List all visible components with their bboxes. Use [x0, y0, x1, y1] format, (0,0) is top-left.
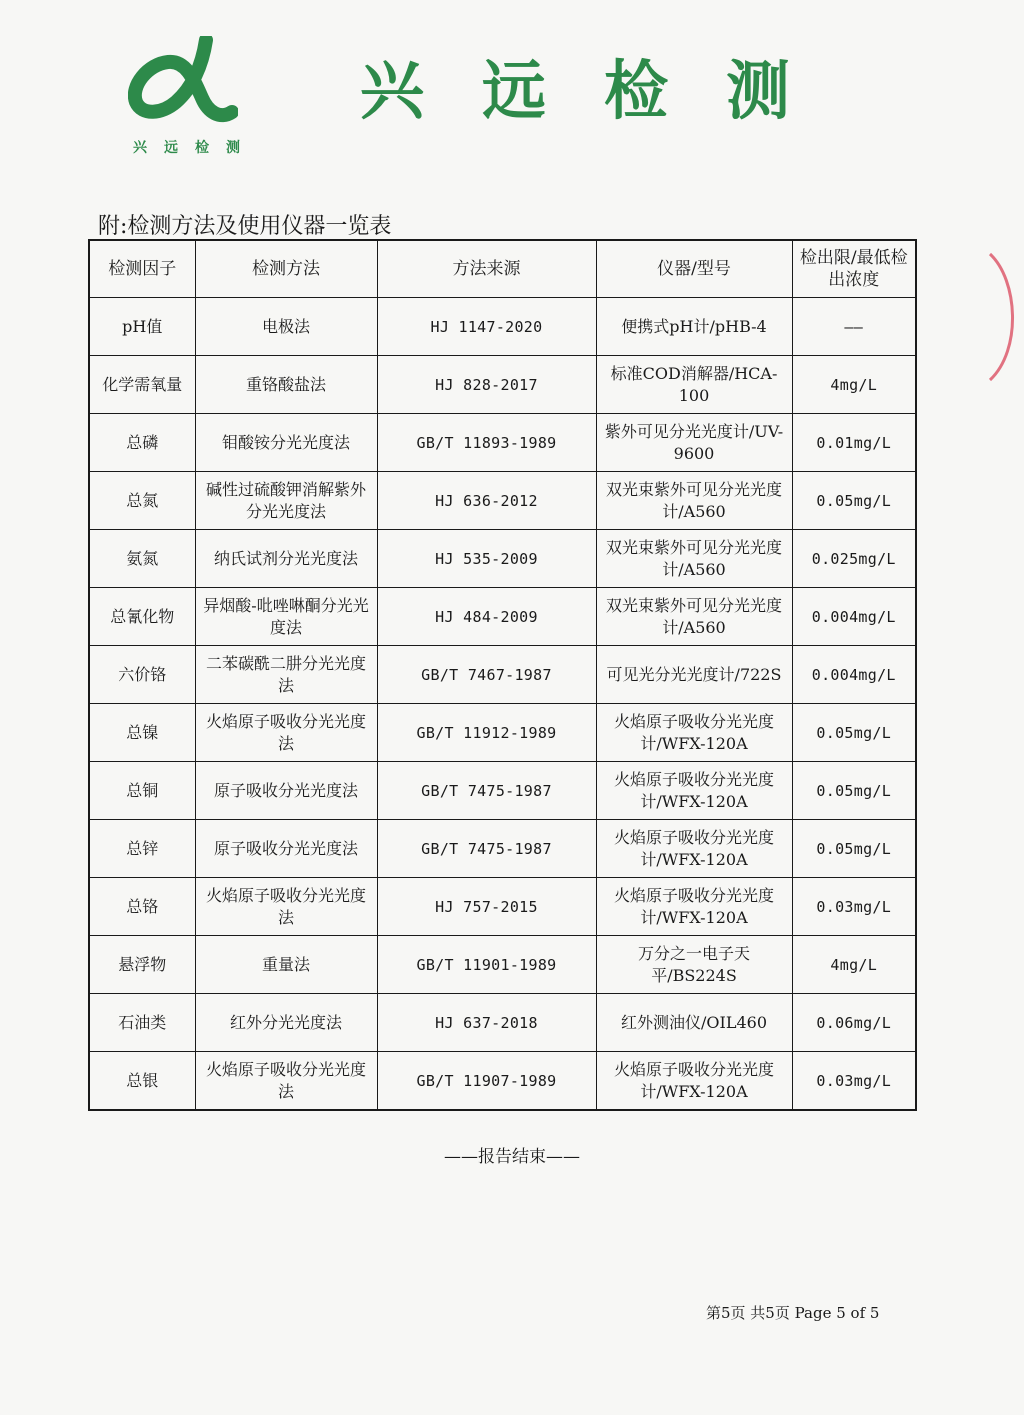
cell-source: HJ 1147-2020	[377, 298, 596, 356]
cell-detection-limit: 0.01mg/L	[792, 414, 916, 472]
table-row	[89, 878, 916, 936]
cell-source: HJ 757-2015	[377, 878, 596, 936]
cell-item: pH值	[89, 298, 195, 356]
table-caption: 附:检测方法及使用仪器一览表	[98, 214, 392, 239]
report-end-note: ——报告结束——	[444, 1147, 580, 1167]
cell-source: GB/T 7475-1987	[377, 762, 596, 820]
cell-item: 总银	[89, 1052, 195, 1111]
cell-instrument: 火焰原子吸收分光光度计/WFX-120A	[596, 704, 792, 762]
cell-detection-limit: 0.03mg/L	[792, 1052, 916, 1111]
header-source: 方法来源	[377, 240, 596, 298]
cell-source: GB/T 11907-1989	[377, 1052, 596, 1111]
page-number: 第5页 共5页 Page 5 of 5	[706, 1304, 880, 1322]
cell-method: 火焰原子吸收分光光度法	[195, 1052, 377, 1111]
header-detection-limit: 检出限/最低检出浓度	[792, 240, 916, 298]
cell-item: 总镍	[89, 704, 195, 762]
cell-method: 重铬酸盐法	[195, 356, 377, 414]
cell-item: 氨氮	[89, 530, 195, 588]
cell-detection-limit: 4mg/L	[792, 356, 916, 414]
cell-source: GB/T 7475-1987	[377, 820, 596, 878]
cell-item: 总氰化物	[89, 588, 195, 646]
cell-detection-limit: 0.03mg/L	[792, 878, 916, 936]
header-item: 检测因子	[89, 240, 195, 298]
cell-instrument: 火焰原子吸收分光光度计/WFX-120A	[596, 1052, 792, 1111]
cell-detection-limit: 0.05mg/L	[792, 820, 916, 878]
table-header-row	[89, 240, 916, 298]
cell-detection-limit: 0.05mg/L	[792, 704, 916, 762]
cell-detection-limit: 4mg/L	[792, 936, 916, 994]
cell-instrument: 双光束紫外可见分光光度计/A560	[596, 530, 792, 588]
table-row	[89, 530, 916, 588]
cell-detection-limit: ——	[792, 298, 916, 356]
cell-detection-limit: 0.004mg/L	[792, 646, 916, 704]
cell-instrument: 可见光分光光度计/722S	[596, 646, 792, 704]
cell-instrument: 标准COD消解器/HCA-100	[596, 356, 792, 414]
cell-instrument: 火焰原子吸收分光光度计/WFX-120A	[596, 762, 792, 820]
cell-source: HJ 535-2009	[377, 530, 596, 588]
header-instrument: 仪器/型号	[596, 240, 792, 298]
cell-method: 钼酸铵分光光度法	[195, 414, 377, 472]
table-row	[89, 472, 916, 530]
table-row	[89, 356, 916, 414]
table-row	[89, 588, 916, 646]
cell-detection-limit: 0.025mg/L	[792, 530, 916, 588]
cell-instrument: 万分之一电子天平/BS224S	[596, 936, 792, 994]
table-row	[89, 762, 916, 820]
cell-item: 六价铬	[89, 646, 195, 704]
cell-item: 总磷	[89, 414, 195, 472]
cell-instrument: 便携式pH计/pHB-4	[596, 298, 792, 356]
cell-instrument: 红外测油仪/OIL460	[596, 994, 792, 1052]
cell-item: 总锌	[89, 820, 195, 878]
brand-title: 兴远检测	[360, 54, 848, 129]
cell-method: 重量法	[195, 936, 377, 994]
cell-item: 悬浮物	[89, 936, 195, 994]
red-seal-edge-icon	[984, 250, 1024, 385]
cell-item: 总氮	[89, 472, 195, 530]
company-logo-icon	[128, 36, 238, 126]
methods-table	[88, 239, 915, 1111]
cell-detection-limit: 0.05mg/L	[792, 762, 916, 820]
cell-instrument: 双光束紫外可见分光光度计/A560	[596, 588, 792, 646]
cell-method: 火焰原子吸收分光光度法	[195, 878, 377, 936]
table-row	[89, 994, 916, 1052]
cell-instrument: 双光束紫外可见分光光度计/A560	[596, 472, 792, 530]
cell-source: HJ 637-2018	[377, 994, 596, 1052]
cell-item: 石油类	[89, 994, 195, 1052]
logo-caption: 兴远检测	[133, 140, 257, 156]
cell-instrument: 火焰原子吸收分光光度计/WFX-120A	[596, 878, 792, 936]
cell-source: HJ 828-2017	[377, 356, 596, 414]
cell-method: 碱性过硫酸钾消解紫外分光光度法	[195, 472, 377, 530]
header-method: 检测方法	[195, 240, 377, 298]
cell-source: GB/T 11901-1989	[377, 936, 596, 994]
table-row	[89, 646, 916, 704]
cell-method: 电极法	[195, 298, 377, 356]
cell-source: GB/T 11912-1989	[377, 704, 596, 762]
table-row	[89, 936, 916, 994]
cell-method: 火焰原子吸收分光光度法	[195, 704, 377, 762]
cell-source: HJ 636-2012	[377, 472, 596, 530]
table-row	[89, 1052, 916, 1111]
cell-source: HJ 484-2009	[377, 588, 596, 646]
cell-source: GB/T 7467-1987	[377, 646, 596, 704]
cell-method: 异烟酸-吡唑啉酮分光光度法	[195, 588, 377, 646]
cell-detection-limit: 0.05mg/L	[792, 472, 916, 530]
table-body	[89, 298, 916, 1111]
cell-method: 原子吸收分光光度法	[195, 762, 377, 820]
table-row	[89, 704, 916, 762]
cell-method: 红外分光光度法	[195, 994, 377, 1052]
cell-instrument: 火焰原子吸收分光光度计/WFX-120A	[596, 820, 792, 878]
cell-item: 总铜	[89, 762, 195, 820]
table-row	[89, 820, 916, 878]
cell-method: 二苯碳酰二肼分光光度法	[195, 646, 377, 704]
table-row	[89, 298, 916, 356]
cell-method: 原子吸收分光光度法	[195, 820, 377, 878]
cell-source: GB/T 11893-1989	[377, 414, 596, 472]
cell-item: 总铬	[89, 878, 195, 936]
cell-item: 化学需氧量	[89, 356, 195, 414]
cell-method: 纳氏试剂分光光度法	[195, 530, 377, 588]
table-row	[89, 414, 916, 472]
cell-detection-limit: 0.004mg/L	[792, 588, 916, 646]
cell-instrument: 紫外可见分光光度计/UV-9600	[596, 414, 792, 472]
cell-detection-limit: 0.06mg/L	[792, 994, 916, 1052]
